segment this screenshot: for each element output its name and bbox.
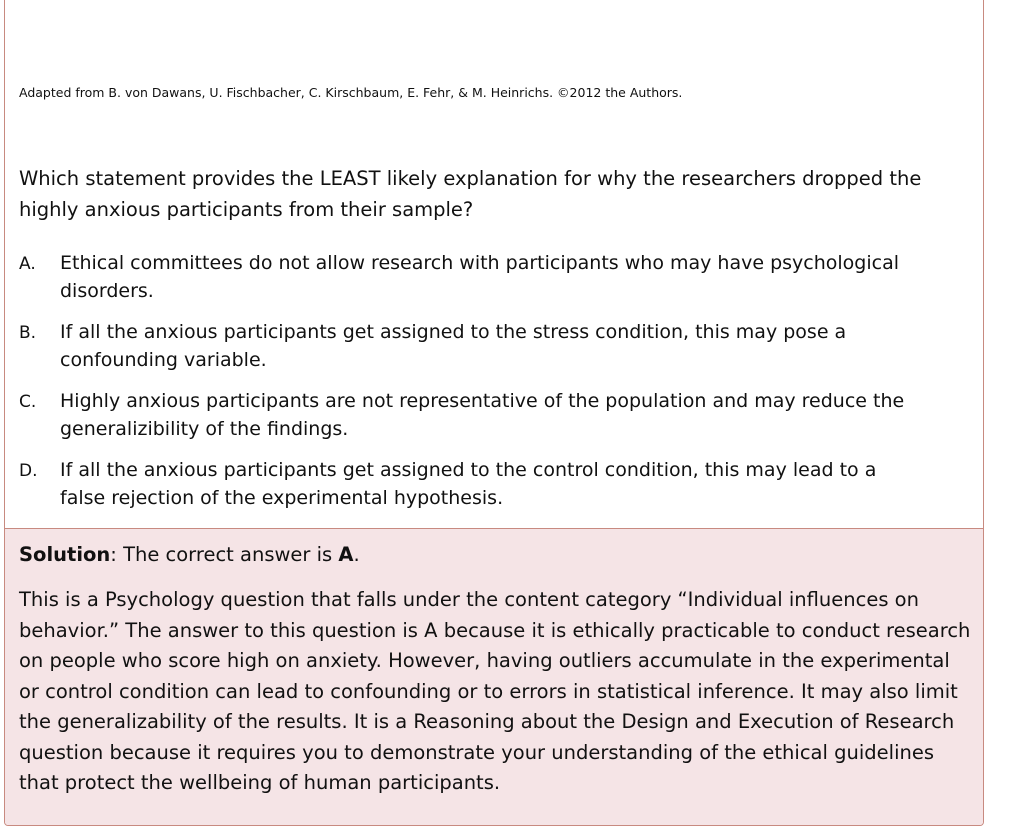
- option-letter: B.: [19, 323, 37, 343]
- question-panel: [4, 0, 984, 826]
- option-c[interactable]: [19, 387, 919, 456]
- solution-label: Solution: [19, 543, 111, 566]
- answer-options: [19, 249, 919, 525]
- correct-answer: A: [338, 543, 354, 566]
- option-text: If all the anxious participants get assigned to the control condition, this may lead to a false rejection of the experimental hypothesis.: [60, 459, 877, 509]
- option-letter: C.: [19, 392, 37, 412]
- solution-heading: [19, 541, 360, 569]
- solution-explanation: This is a Psychology question that falls under the content category “Individual influences on behavior.” The answer to this question is A because it is ethically practicable to conduct research on people who score high on anxiety. However, having outliers accumulate in the experimental or control condition can lead to confounding or to errors in statistical inference. It may also limit the generalizability of the results. It is a Reasoning about the Design and Execution of Research question because it requires you to demonstrate your understanding of the ethical guidelines that protect the wellbeing of human participants.: [19, 588, 971, 794]
- solution-period: .: [353, 543, 360, 566]
- question-stem: Which statement provides the LEAST likely explanation for why the researchers dropped the highly anxious participants from their sample?: [19, 167, 922, 221]
- option-a[interactable]: [19, 249, 919, 318]
- option-text: Ethical committees do not allow research with participants who may have psychological disorders.: [60, 252, 900, 302]
- option-d[interactable]: [19, 456, 919, 525]
- figure-citation: Adapted from B. von Dawans, U. Fischbacher, C. Kirschbaum, E. Fehr, & M. Heinrichs. ©2012 the Authors.: [19, 85, 683, 100]
- option-b[interactable]: [19, 318, 919, 387]
- solution-intro: : The correct answer is: [110, 543, 339, 566]
- option-letter: D.: [19, 461, 38, 481]
- option-text: If all the anxious participants get assigned to the stress condition, this may pose a confounding variable.: [60, 321, 847, 371]
- option-text: Highly anxious participants are not representative of the population and may reduce the generalizibility of the findings.: [60, 390, 905, 440]
- question-area: [5, 0, 983, 528]
- option-letter: A.: [19, 254, 36, 274]
- solution-box: [5, 528, 983, 826]
